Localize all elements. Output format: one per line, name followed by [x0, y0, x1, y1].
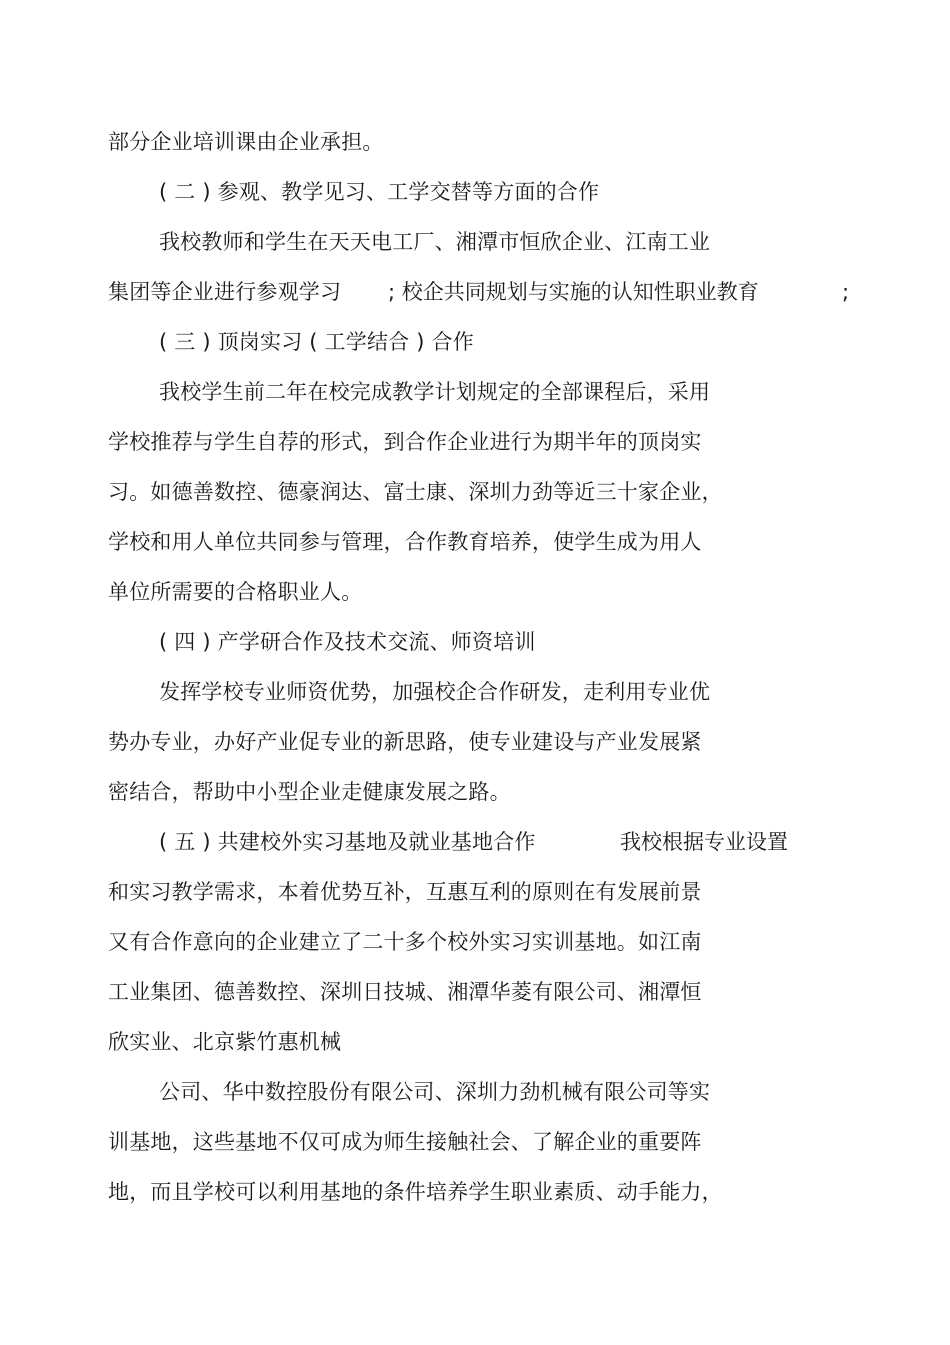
paragraph-line-segment: ; [842, 280, 850, 304]
section-heading-3: ( 三 ) 顶岗实习 ( 工学结合 ) 合作 [159, 330, 474, 354]
paragraph-line: 欣实业、北京紫竹惠机械 [108, 1030, 342, 1054]
paragraph-line: 学校推荐与学生自荐的形式，到合作企业进行为期半年的顶岗实 [108, 430, 702, 454]
paragraph-line: 集团等企业进行参观学习 [108, 280, 342, 304]
paragraph-line: 学校和用人单位共同参与管理，合作教育培养，使学生成为用人 [108, 530, 702, 554]
paragraph-line: 公司、华中数控股份有限公司、深圳力劲机械有限公司等实 [159, 1080, 711, 1104]
paragraph-line: 密结合，帮助中小型企业走健康发展之路。 [108, 780, 511, 804]
paragraph-line: 我校学生前二年在校完成教学计划规定的全部课程后，采用 [159, 380, 711, 404]
paragraph-line: 发挥学校专业师资优势，加强校企合作研发，走利用专业优 [159, 680, 711, 704]
paragraph-line: 训基地，这些基地不仅可成为师生接触社会、了解企业的重要阵 [108, 1130, 702, 1154]
section-heading-4: ( 四 ) 产学研合作及技术交流、师资培训 [159, 630, 536, 654]
paragraph-line: 部分企业培训课由企业承担。 [108, 130, 384, 154]
paragraph-line: 势办专业，办好产业促专业的新思路，使专业建设与产业发展紧 [108, 730, 702, 754]
paragraph-line: 和实习教学需求，本着优势互补，互惠互利的原则在有发展前景 [108, 880, 702, 904]
paragraph-line: 又有合作意向的企业建立了二十多个校外实习实训基地。如江南 [108, 930, 702, 954]
paragraph-line: 习。如德善数控、德豪润达、富士康、深圳力劲等近三十家企业， [108, 480, 723, 504]
section-heading-2: ( 二 ) 参观、教学见习、工学交替等方面的合作 [159, 180, 600, 204]
paragraph-line: 我校教师和学生在天天电工厂、湘潭市恒欣企业、江南工业 [159, 230, 711, 254]
section-heading-5: ( 五 ) 共建校外实习基地及就业基地合作 [159, 830, 536, 854]
paragraph-line: 工业集团、德善数控、深圳日技城、湘潭华菱有限公司、湘潭恒 [108, 980, 702, 1004]
paragraph-line-segment: ; 校企共同规划与实施的认知性职业教育 [388, 280, 759, 304]
paragraph-line: 单位所需要的合格职业人。 [108, 580, 363, 604]
paragraph-line-segment: 我校根据专业设置 [620, 830, 788, 854]
paragraph-line: 地，而且学校可以利用基地的条件培养学生职业素质、动手能力， [108, 1180, 723, 1204]
